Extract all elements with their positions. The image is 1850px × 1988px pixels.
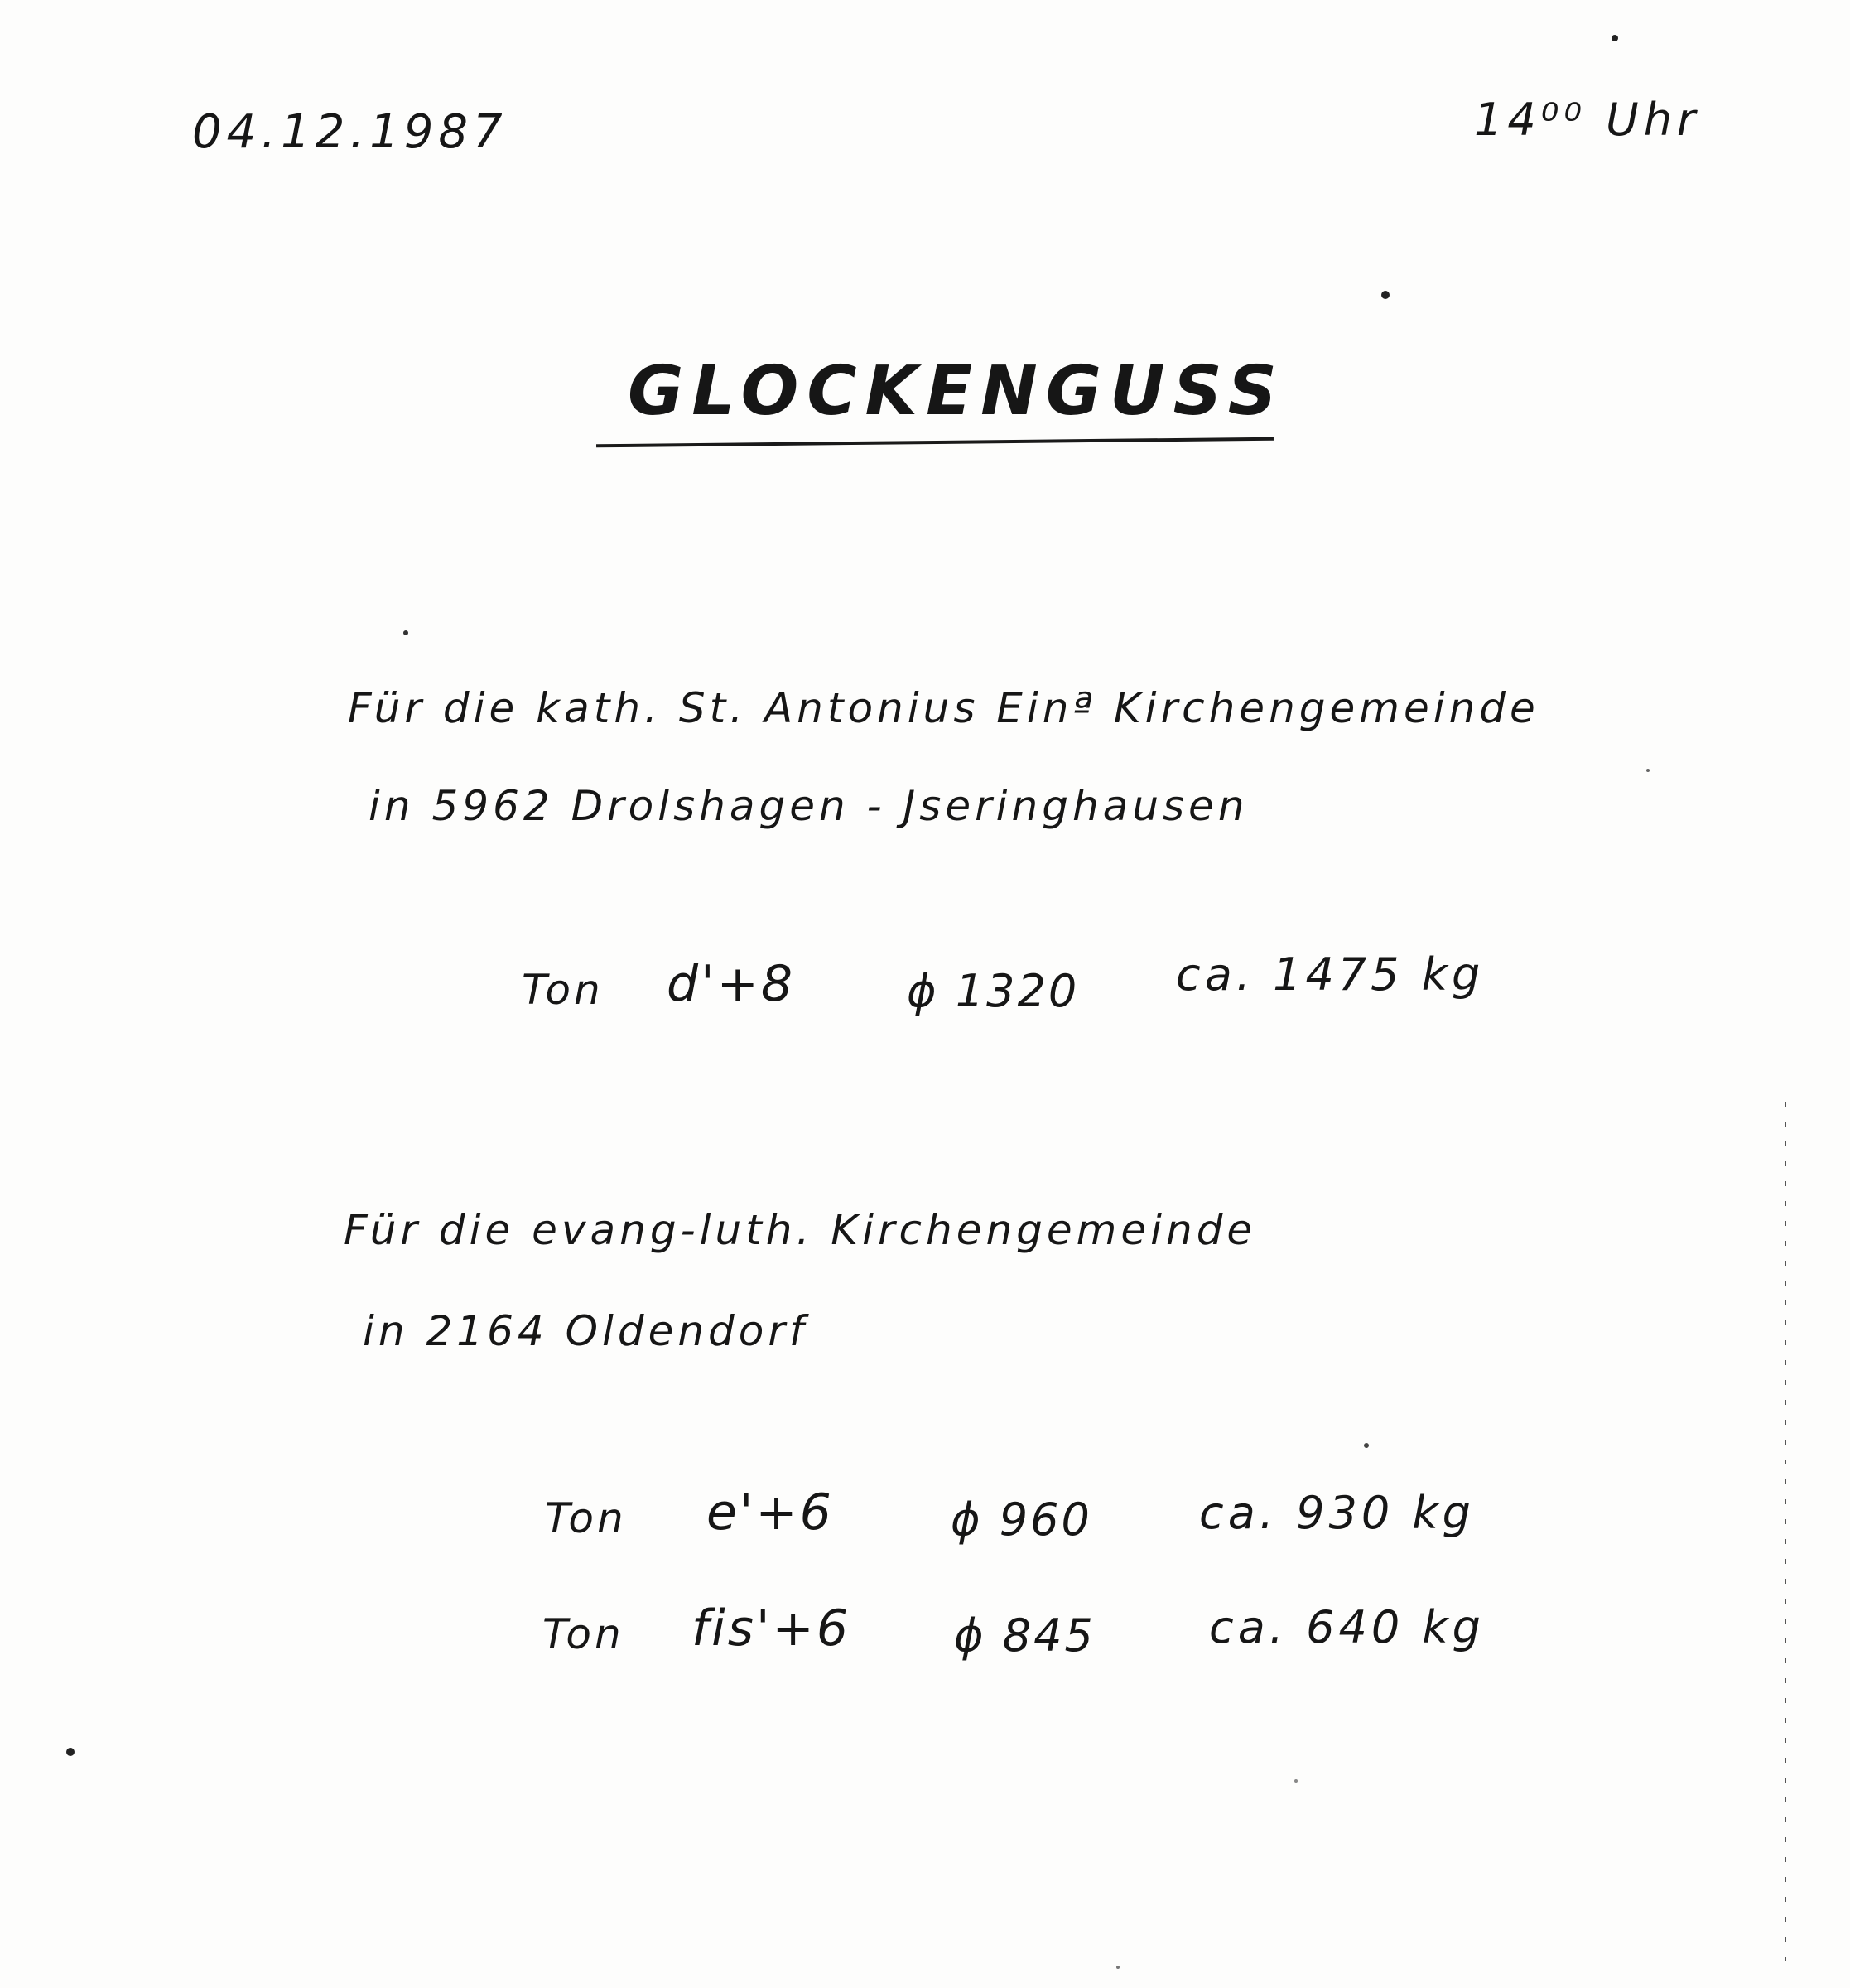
- bell-ton-label: Ton: [522, 966, 604, 1014]
- bell-diameter: ϕ 1320: [907, 965, 1080, 1017]
- bell-ton-label: Ton: [545, 1494, 627, 1542]
- bell-tone: e'+6: [706, 1484, 834, 1542]
- bell-weight: ca. 930 kg: [1199, 1487, 1475, 1539]
- scan-speck: [1116, 1966, 1120, 1969]
- section1-parish-line: Für die kath. St. Antonius Einª Kirchengemeinde: [348, 684, 1539, 732]
- scan-speck: [403, 630, 408, 635]
- bell-tone: d'+8: [667, 955, 796, 1013]
- section1-location-line: in 5962 Drolshagen - Jseringhausen: [369, 782, 1249, 830]
- scan-speck: [66, 1748, 75, 1756]
- bell-diameter: ϕ 845: [954, 1609, 1096, 1662]
- bell-weight: ca. 1475 kg: [1176, 948, 1485, 1001]
- section2-parish-line: Für die evang-luth. Kirchengemeinde: [344, 1206, 1257, 1254]
- section2-location-line: in 2164 Oldendorf: [363, 1307, 808, 1355]
- document-time: 14⁰⁰ Uhr: [1474, 94, 1701, 146]
- scan-speck: [1381, 291, 1390, 299]
- scan-speck: [1364, 1443, 1369, 1448]
- scan-speck: [1646, 769, 1650, 772]
- scan-speck: [1294, 1779, 1298, 1783]
- document-title: GLOCKENGUSS: [628, 352, 1285, 431]
- scan-speck: [1612, 35, 1618, 41]
- bell-tone: fis'+6: [691, 1600, 850, 1657]
- bell-diameter: ϕ 960: [951, 1493, 1092, 1546]
- document-date: 04.12.1987: [192, 105, 508, 159]
- scan-edge-mark: [1784, 1102, 1787, 1971]
- bell-weight: ca. 640 kg: [1209, 1601, 1485, 1653]
- bell-ton-label: Ton: [542, 1610, 624, 1658]
